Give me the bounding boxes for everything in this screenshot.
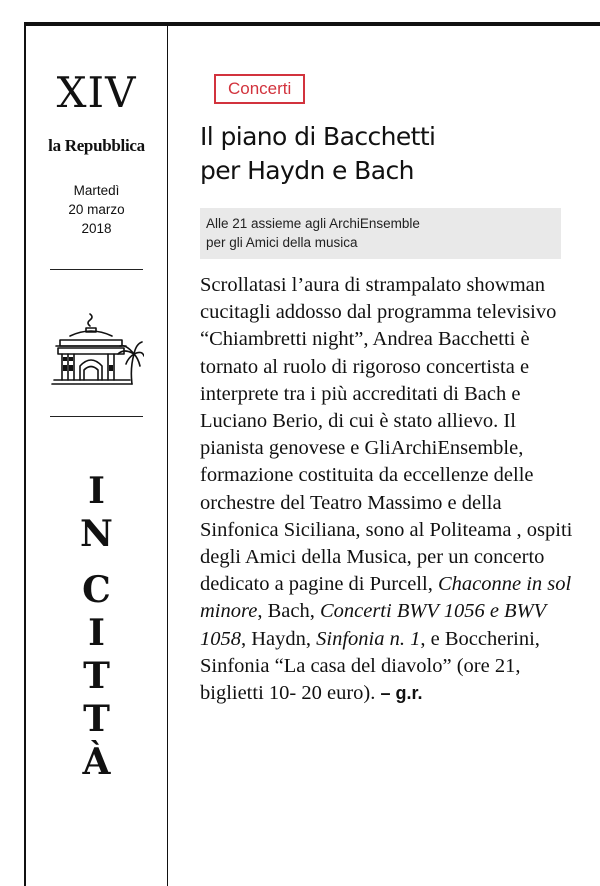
section-letter: À <box>82 741 111 783</box>
sidebar-divider <box>50 269 143 270</box>
subhead-line: per gli Amici della musica <box>206 235 358 250</box>
work-title: Sinfonia n. 1 <box>316 627 421 650</box>
body-text: , e Boccherini, Sinfonia “La casa del diavolo” (ore 21, biglietti 10- 20 euro). <box>200 627 540 705</box>
page-number: XIV <box>56 68 137 117</box>
subheadline-box <box>200 208 561 259</box>
section-letter: I <box>88 470 105 512</box>
section-letter: T <box>83 655 110 697</box>
article-body <box>200 272 580 707</box>
headline-line: per Haydn e Bach <box>200 156 414 185</box>
newspaper-masthead: la Repubblica <box>48 136 145 155</box>
work-title: Chaconne in sol minore <box>200 573 572 623</box>
date-day-month: 20 marzo <box>68 202 125 217</box>
body-text: , Haydn, <box>241 627 312 650</box>
sidebar-divider <box>50 416 143 417</box>
work-title: Concerti BWV 1056 e BWV 1058 <box>200 600 546 650</box>
body-text: , Bach, <box>257 600 315 623</box>
section-letter: C <box>82 569 111 611</box>
date-weekday: Martedì <box>73 183 120 198</box>
column-divider <box>167 26 168 886</box>
subhead-line: Alle 21 assieme agli ArchiEnsemble <box>206 216 420 231</box>
section-tag: Concerti <box>214 74 305 104</box>
section-letter: T <box>83 698 110 740</box>
issue-date <box>26 181 167 238</box>
headline-line: Il piano di Bacchetti <box>200 122 436 151</box>
section-letter: N <box>80 513 113 555</box>
body-text: Scrollatasi l’aura di strampalato showman cucitagli addosso dal programma televisivo “Chiambretti night”, Andrea Bacchetti è tornato al ruolo di rigoroso concertista e interprete tra i più accreditati di Bach e Luciano Berio, di cui è stato allievo. Il pianista genovese e GliArchiEnsemble, formazione costituita da eccellenze delle orchestre del Teatro Massimo e della Sinfonica Siciliana, sono al Politeama , ospiti degli Amici della Musica, per un concerto dedicato a pagine di Purcell, <box>200 274 573 596</box>
top-rule <box>24 22 600 26</box>
headline <box>200 120 580 188</box>
section-letter: I <box>88 612 105 654</box>
section-title-vertical <box>26 470 167 784</box>
theater-palm-icon <box>50 310 144 386</box>
date-year: 2018 <box>81 221 112 236</box>
author-signature: – g.r. <box>380 683 423 704</box>
